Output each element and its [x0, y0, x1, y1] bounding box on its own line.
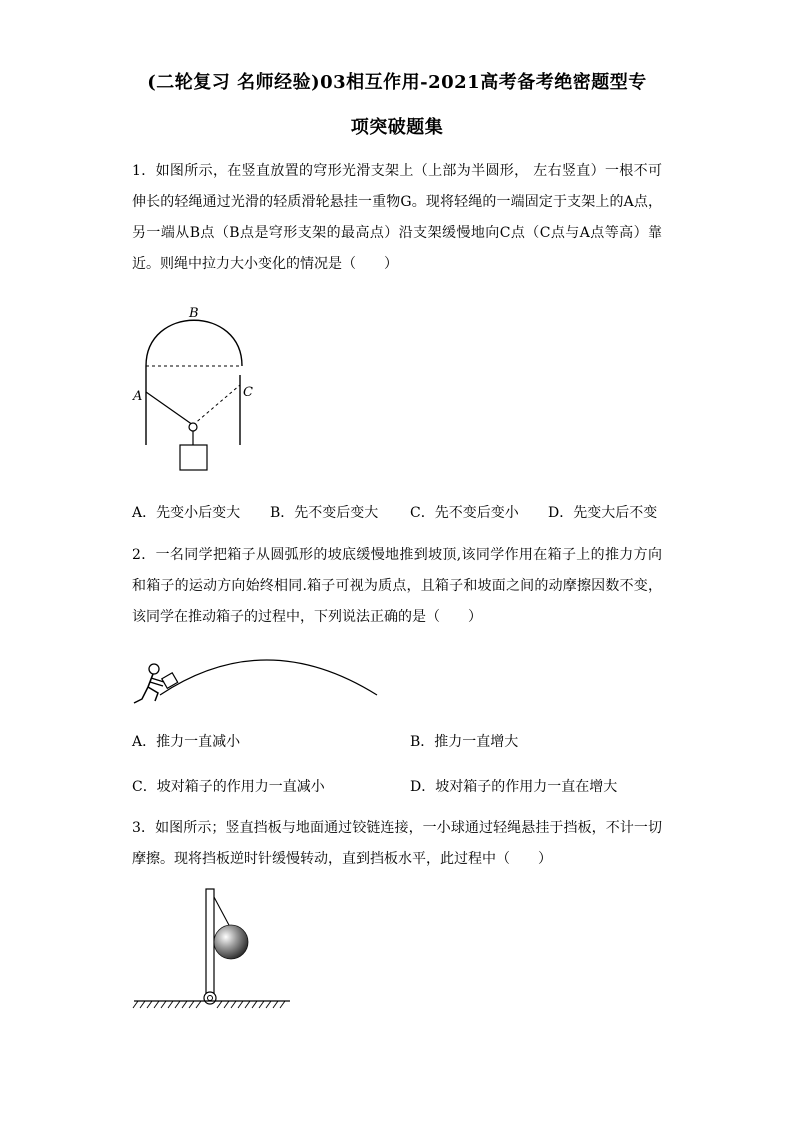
label-a: A — [133, 389, 143, 404]
ball — [214, 925, 248, 959]
rope-right-dashed — [193, 385, 240, 425]
q2-option-b: B．推力一直增大 — [410, 734, 519, 750]
question-2-figure — [130, 655, 385, 710]
question-1-text: 1．如图所示，在竖直放置的穹形光滑支架上（上部为半圆形， 左右竖直）一根不可伸长的轻绳通过光滑的轻质滑轮悬挂一重物G。现将轻绳的一端固定于支架上的A点，另一端从B点（B点是穹形支架的最高点）沿支架缓慢地向C点（C点与A点等高）靠近。则绳中拉力大小变化的情况是（ ） — [132, 163, 662, 272]
person-arm-2 — [150, 682, 163, 686]
hanging-string — [214, 897, 230, 927]
person-leg-back — [134, 687, 148, 703]
question-1-figure — [125, 300, 265, 475]
q2-option-d: D．坡对箱子的作用力一直在增大 — [410, 779, 618, 795]
page-title-line-2: 项突破题集 — [350, 117, 444, 138]
hinge-pin — [208, 996, 213, 1001]
person-body — [148, 674, 153, 687]
rope-left — [146, 392, 193, 425]
q1-option-d: D．先变大后不变 — [548, 505, 658, 521]
frame-arc — [146, 320, 242, 366]
page-title-line-1: (二轮复习 名师经验)03相互作用-2021高考备考绝密题型专 — [147, 72, 647, 93]
person-head — [149, 664, 159, 674]
slope-arc — [160, 660, 377, 695]
q1-option-b: B．先不变后变大 — [270, 505, 379, 521]
question-3-text: 3．如图所示；竖直挡板与地面通过铰链连接，一小球通过轻绳悬挂于挡板，不计一切摩擦。现将挡板逆时针缓慢转动，直到挡板水平，此过程中（ ） — [132, 820, 662, 867]
question-2-text: 2．一名同学把箱子从圆弧形的坡底缓慢地推到坡顶,该同学作用在箱子上的推力方向和箱子的运动方向始终相同.箱子可视为质点，且箱子和坡面之间的动摩擦因数不变，该同学在推动箱子的过程中，下列说法正确的是（ ） — [132, 547, 662, 625]
q2-option-a: A．推力一直减小 — [132, 734, 241, 750]
weight-box — [180, 445, 207, 470]
vertical-board — [206, 889, 214, 997]
label-b: B — [189, 306, 199, 321]
question-3-figure — [130, 885, 295, 1015]
label-c: C — [243, 385, 253, 400]
q1-option-a: A．先变小后变大 — [132, 505, 241, 521]
q1-option-c: C．先不变后变小 — [410, 505, 519, 521]
pulley — [189, 423, 197, 431]
person-leg-front — [148, 687, 158, 701]
q2-option-c: C．坡对箱子的作用力一直减小 — [132, 779, 325, 795]
